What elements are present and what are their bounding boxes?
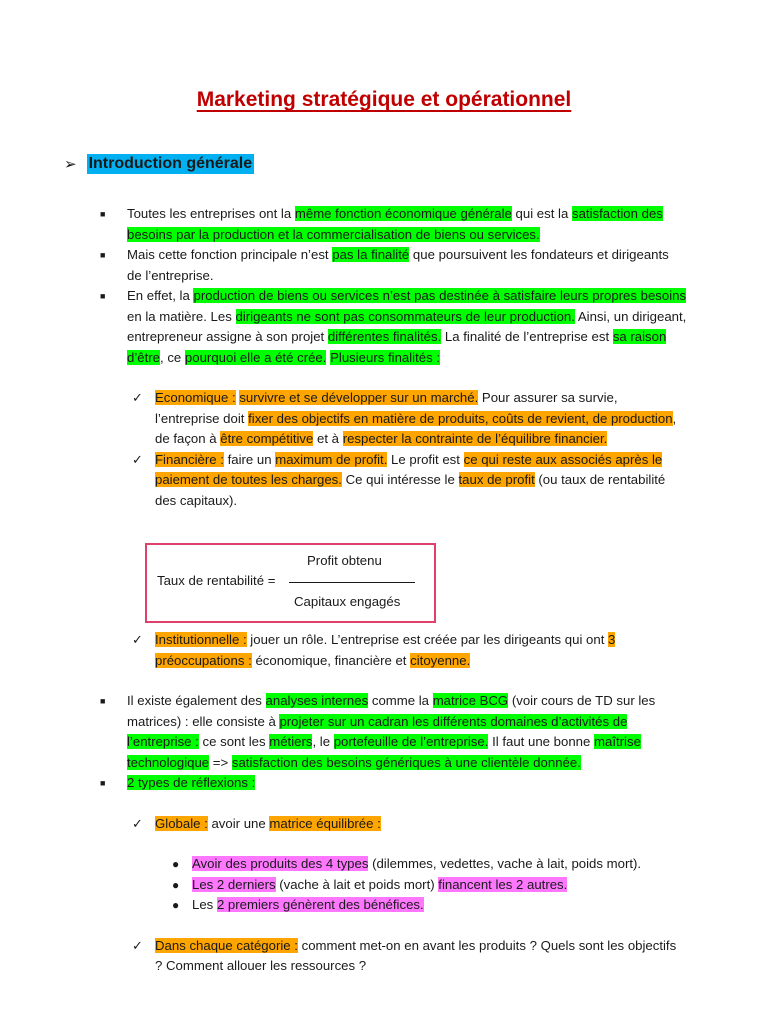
- square-bullet-icon: ■: [100, 250, 106, 260]
- text-run: En effet, la: [127, 288, 194, 303]
- highlighted-text: être compétitive: [220, 431, 314, 446]
- highlighted-text: analyses internes: [265, 693, 369, 708]
- text-run: (ou taux de rentabilité des capitaux).: [155, 472, 666, 508]
- paragraph: [155, 936, 685, 977]
- highlighted-text: satisfaction des besoins génériques à une clientèle donnée.: [231, 754, 581, 770]
- square-bullet-icon: ■: [100, 778, 106, 788]
- dot-item: [0, 895, 768, 916]
- bullet-item: [0, 245, 768, 286]
- dot-item: [0, 854, 768, 875]
- highlighted-text: pas la finalité: [332, 247, 410, 262]
- formula-box: [145, 543, 436, 623]
- checkmark-icon: ✓: [132, 937, 143, 953]
- bullet-item: [0, 773, 768, 794]
- text-run: jouer un rôle. L’entreprise est créée par les dirigeants qui ont: [246, 632, 609, 647]
- text-run: comment met-on en avant les produits ? Quels sont les objectifs ? Comment allouer les ressources ?: [155, 937, 677, 973]
- text-run: (voir cours de TD sur les matrices) : elle consiste à: [127, 693, 656, 729]
- highlighted-text: dirigeants ne sont pas consommateurs de leur production.: [235, 308, 575, 324]
- highlighted-text: Plusieurs finalités :: [330, 349, 441, 365]
- text-run: faire un: [223, 451, 276, 467]
- highlighted-text: même fonction économique générale: [294, 206, 512, 221]
- bullet-block-2: [0, 630, 768, 977]
- checkmark-icon: ✓: [132, 451, 143, 467]
- bullet-block-1: [0, 204, 768, 511]
- paragraph: [127, 691, 687, 773]
- highlighted-text: Les 2 derniers: [192, 876, 276, 892]
- checkmark-icon: ✓: [132, 390, 143, 405]
- text-run: Les: [192, 897, 217, 912]
- highlighted-text: maîtrise technologique: [127, 734, 641, 770]
- text-run: =>: [209, 754, 232, 770]
- highlighted-text: matrice équilibrée :: [269, 815, 381, 831]
- text-run: économique, financière et: [251, 652, 411, 668]
- highlighted-text: survivre et se développer sur un marché.: [239, 390, 479, 405]
- highlighted-text: 2 premiers génèrent des bénéfices.: [216, 897, 424, 912]
- highlighted-text: 3 préoccupations :: [155, 632, 616, 668]
- paragraph: [127, 286, 687, 368]
- formula-numerator: Profit obtenu: [307, 553, 382, 568]
- bullet-item: [0, 204, 768, 245]
- formula-label: Taux de rentabilité =: [157, 573, 276, 588]
- paragraph: [155, 450, 685, 512]
- paragraph: [192, 895, 692, 916]
- text-run: comme la: [368, 693, 433, 708]
- highlighted-text: Globale :: [155, 815, 208, 831]
- text-run: Toutes les entreprises ont la: [127, 206, 295, 221]
- highlighted-text: projeter sur un cadran les différents domaines d’activités de l’entreprise :: [127, 713, 628, 749]
- paragraph: [127, 773, 687, 794]
- highlighted-text: Institutionnelle :: [155, 632, 247, 647]
- highlighted-text: portefeuille de l’entreprise.: [333, 734, 489, 749]
- check-item: [0, 388, 768, 450]
- highlighted-text: pourquoi elle a été crée.: [184, 349, 327, 365]
- dot-bullet-icon: ●: [172, 898, 180, 912]
- dot-bullet-icon: ●: [172, 877, 180, 892]
- highlighted-text: ce qui reste aux associés après le paiement de toutes les charges.: [155, 451, 663, 487]
- square-bullet-icon: ■: [100, 209, 106, 219]
- text-run: (dilemmes, vedettes, vache à lait, poids mort).: [368, 856, 642, 871]
- check-item: [0, 936, 768, 977]
- highlighted-text: taux de profit: [458, 472, 535, 487]
- paragraph: [155, 814, 685, 835]
- fraction-bar: [289, 582, 415, 583]
- paragraph: [127, 204, 687, 245]
- paragraph: [155, 630, 685, 671]
- highlighted-text: satisfaction des besoins par la production et la commercialisation de biens ou services.: [127, 206, 663, 242]
- text-run: , le: [312, 734, 334, 749]
- text-run: Ce qui intéresse le: [341, 472, 459, 487]
- checkmark-icon: ✓: [132, 632, 143, 647]
- text-run: , ce: [160, 349, 185, 365]
- highlighted-text: fixer des objectifs en matière de produits, coûts de revient, de production: [248, 410, 673, 426]
- check-item: [0, 450, 768, 512]
- highlighted-text: Financière :: [155, 451, 224, 467]
- text-run: et à: [313, 431, 343, 446]
- highlighted-text: différentes finalités.: [327, 329, 442, 344]
- text-run: Pour assurer sa survie, l’entreprise doit: [155, 390, 618, 426]
- highlighted-text: respecter la contrainte de l’équilibre financier.: [342, 431, 608, 446]
- text-run: (vache à lait et poids mort): [275, 876, 439, 892]
- text-run: Il faut une bonne: [488, 734, 594, 749]
- highlighted-text: Dans chaque catégorie :: [155, 937, 298, 953]
- text-run: en la matière. Les: [127, 308, 236, 324]
- text-run: Le profit est: [387, 451, 464, 467]
- check-item: [0, 630, 768, 671]
- highlighted-text: production de biens ou services n’est pas destinée à satisfaire leurs propres besoins: [193, 288, 687, 303]
- bullet-item: [0, 286, 768, 368]
- formula-denominator: Capitaux engagés: [294, 594, 401, 609]
- bullet-item: [0, 691, 768, 773]
- highlighted-text: matrice BCG: [432, 693, 509, 708]
- highlighted-text: Economique :: [155, 390, 236, 405]
- square-bullet-icon: ■: [100, 696, 106, 706]
- text-run: Mais cette fonction principale n’est: [127, 247, 333, 262]
- paragraph: [155, 388, 685, 450]
- square-bullet-icon: ■: [100, 291, 106, 301]
- paragraph: [192, 875, 692, 896]
- paragraph: [127, 245, 687, 286]
- highlighted-text: sa raison d’être: [127, 329, 667, 365]
- arrow-bullet-icon: ➢: [64, 156, 77, 173]
- highlighted-text: Avoir des produits des 4 types: [192, 856, 369, 871]
- paragraph: [192, 854, 692, 875]
- highlighted-text: 2 types de réflexions :: [127, 775, 256, 790]
- dot-item: [0, 875, 768, 896]
- text-run: Il existe également des: [127, 693, 266, 708]
- highlighted-text: financent les 2 autres.: [438, 876, 568, 892]
- text-run: avoir une: [207, 815, 270, 831]
- text-run: que poursuivent les fondateurs et dirigeants de l’entreprise.: [127, 247, 669, 283]
- text-run: , de façon à: [155, 410, 677, 446]
- check-item: [0, 814, 768, 835]
- text-run: qui est la: [511, 206, 572, 221]
- highlighted-text: métiers: [269, 734, 313, 749]
- highlighted-text: maximum de profit.: [275, 451, 388, 467]
- section-heading-text: Introduction générale: [88, 155, 253, 172]
- text-run: La finalité de l’entreprise est: [441, 329, 613, 344]
- document-title: Marketing stratégique et opérationnel: [196, 88, 572, 111]
- text-run: ce sont les: [198, 734, 270, 749]
- highlighted-text: citoyenne.: [410, 652, 471, 668]
- text-run: Ainsi, un dirigeant, entrepreneur assigne à son projet: [127, 308, 687, 344]
- checkmark-icon: ✓: [132, 815, 143, 831]
- dot-bullet-icon: ●: [172, 857, 180, 871]
- section-heading: [64, 154, 254, 174]
